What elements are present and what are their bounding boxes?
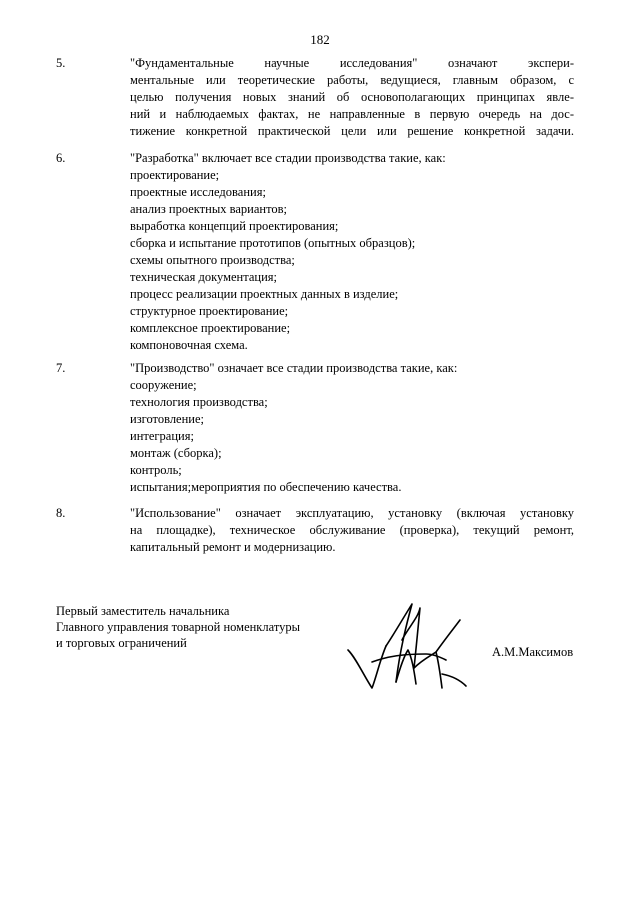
signatory-name: А.М.Максимов — [492, 645, 574, 659]
item-8-text — [130, 505, 574, 556]
item-6-list-item: схемы опытного производства; — [130, 253, 295, 267]
item-5-line: "Фундаментальные научные исследования" означают экспери- — [130, 56, 574, 70]
page-number: 182 — [310, 32, 330, 47]
item-7-list-item: испытания;мероприятия по обеспечению качества. — [130, 480, 402, 494]
item-8-line: "Использование" означает эксплуатацию, установку (включая установку — [130, 506, 574, 520]
item-6-list-item: компоновочная схема. — [130, 338, 248, 352]
item-6-text — [130, 150, 574, 354]
item-6-list-item: процесс реализации проектных данных в изделие; — [130, 287, 399, 301]
item-5-line: тижение конкретной практической цели или решение конкретной задачи. — [130, 124, 574, 138]
item-5-line: ний и наблюдаемых фактах, не направленные в первую очередь на дос- — [130, 107, 574, 121]
signatory-title — [56, 603, 300, 651]
item-6-list-item: проектные исследования; — [130, 185, 266, 199]
item-7-text — [130, 360, 574, 496]
item-number-5: 5. — [56, 56, 66, 70]
item-7-list-item: интеграция; — [130, 429, 194, 443]
item-5-text — [130, 55, 574, 140]
item-6-list-item: структурное проектирование; — [130, 304, 289, 318]
item-6-list-item: сборка и испытание прототипов (опытных образцов); — [130, 236, 416, 250]
item-6-list-item: выработка концепций проектирования; — [130, 219, 339, 233]
item-7-list-item: монтаж (сборка); — [130, 446, 222, 460]
item-8-line: на площадке), техническое обслуживание (проверка), текущий ремонт, — [130, 523, 574, 537]
item-8-line: капитальный ремонт и модернизацию. — [130, 540, 336, 554]
item-7-list-item: контроль; — [130, 463, 182, 477]
item-7-intro: "Производство" означает все стадии производства такие, как: — [130, 361, 458, 375]
item-6-list-item: комплексное проектирование; — [130, 321, 291, 335]
signatory-title-line: и торговых ограничений — [56, 636, 187, 650]
item-7-list-item: сооружение; — [130, 378, 197, 392]
item-number-8: 8. — [56, 506, 66, 520]
item-5-line: ментальные или теоретические работы, ведущиеся, главным образом, с — [130, 73, 574, 87]
item-number-7: 7. — [56, 361, 66, 375]
item-6-intro: "Разработка" включает все стадии производства такие, как: — [130, 151, 446, 165]
item-number-6: 6. — [56, 151, 66, 165]
handwritten-signature — [342, 598, 472, 698]
item-7-list-item: изготовление; — [130, 412, 204, 426]
item-6-list-item: проектирование; — [130, 168, 220, 182]
item-7-list-item: технология производства; — [130, 395, 268, 409]
item-6-list-item: анализ проектных вариантов; — [130, 202, 287, 216]
signatory-title-line: Первый заместитель начальника — [56, 604, 230, 618]
signatory-title-line: Главного управления товарной номенклатуры — [56, 620, 301, 634]
item-6-list-item: техническая документация; — [130, 270, 277, 284]
item-5-line: целью получения новых знаний об основополагающих принципах явле- — [130, 90, 574, 104]
